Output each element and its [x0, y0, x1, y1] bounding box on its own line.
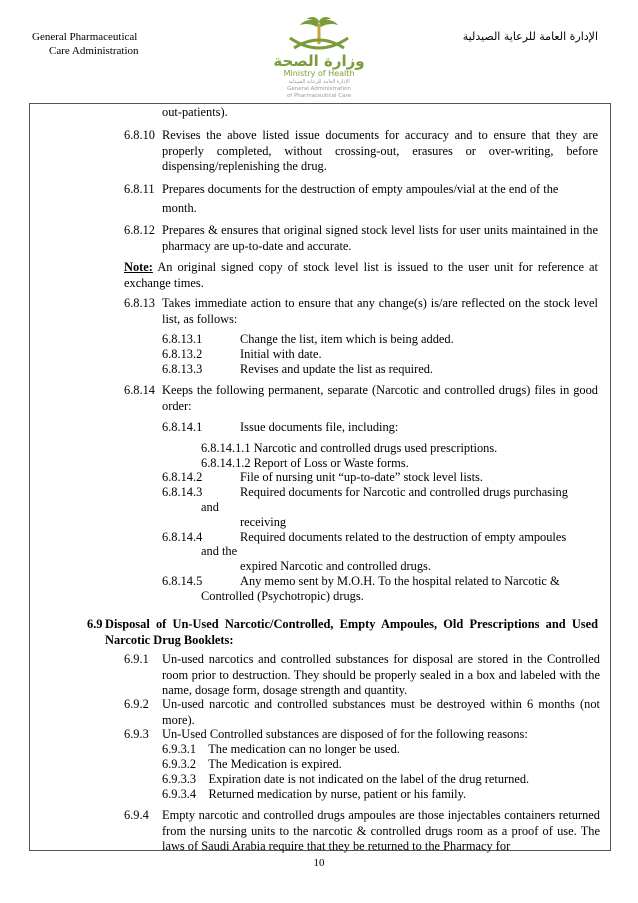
para-6-8-11-cont: month.: [162, 201, 197, 215]
num-6-9: 6.9: [87, 617, 103, 631]
para-6-8-10: Revises the above listed issue documents for accuracy and to ensure that they are properly completed, without crossing-out, erasures or over-writing, before dispensing/replenishing the drug.: [162, 128, 598, 173]
num-6-8-10: 6.8.10: [124, 128, 155, 142]
reason-6-9-3-2: 6.9.3.2 The Medication is expired.: [162, 757, 342, 771]
reason-6-9-3-4: 6.9.3.4 Returned medication by nurse, patient or his family.: [162, 787, 467, 801]
num-6-9-4: 6.9.4: [124, 808, 149, 822]
page-number: 10: [313, 857, 325, 869]
num-6-8-14-1: 6.8.14.1: [162, 420, 203, 434]
file-6-8-14-5-cont: Controlled (Psychotropic) drugs.: [201, 589, 364, 603]
reason-6-9-3-3: 6.9.3.3 Expiration date is not indicated on the label of the drug returned.: [162, 772, 530, 786]
logo-sub2: of Pharmaceutical Care: [286, 93, 352, 99]
num-6-8-14-5: 6.8.14.5: [162, 574, 203, 588]
num-6-8-14-2: 6.8.14.2: [162, 470, 203, 484]
file-6-8-14-5: Any memo sent by M.O.H. To the hospital related to Narcotic &: [240, 574, 560, 588]
header-left: [32, 30, 139, 58]
note-text: An original signed copy of stock level list is issued to the user unit for reference at exchange times.: [124, 260, 598, 290]
file-6-8-14-4: Required documents related to the destruction of empty ampoules: [240, 530, 567, 544]
file-6-8-14-3-and: and: [201, 500, 219, 514]
file-6-8-14-1-2: 6.8.14.1.2 Report of Loss or Waste forms.: [201, 456, 409, 470]
num-6-8-13-1: 6.8.13.1: [162, 332, 203, 346]
logo-arabic-small: الإدارة العامة للرعاية الصيدلية: [288, 79, 350, 85]
file-6-8-14-4-expired: expired Narcotic and controlled drugs.: [240, 559, 431, 573]
logo-english: Ministry of Health: [283, 69, 355, 78]
org-name-line1: General Pharmaceutical: [32, 31, 138, 43]
num-6-8-14-3: 6.8.14.3: [162, 485, 203, 499]
heading-6-9: Disposal of Un-Used Narcotic/Controlled, Empty Ampoules, Old Prescriptions and Used Narcotic Drug Booklets:: [105, 617, 598, 647]
para-6-8-11: Prepares documents for the destruction of empty ampoules/vial at the end of the: [162, 182, 559, 196]
sub-6-8-13-1: Change the list, item which is being added.: [240, 332, 454, 346]
note-label: Note:: [124, 260, 153, 274]
num-6-8-13-2: 6.8.13.2: [162, 347, 203, 361]
ministry-logo: [260, 16, 378, 106]
num-6-9-1: 6.9.1: [124, 652, 149, 666]
num-6-9-3: 6.9.3: [124, 727, 149, 741]
file-6-8-14-4-andthe: and the: [201, 544, 238, 558]
logo-sub1: General Administration: [287, 86, 351, 92]
text-out-patients: out-patients).: [162, 105, 228, 119]
para-6-9-2: Un-used narcotic and controlled substances must be destroyed within 6 months (not more).: [162, 697, 600, 727]
num-6-8-12: 6.8.12: [124, 223, 155, 237]
num-6-8-13: 6.8.13: [124, 296, 155, 310]
header-right-arabic: الإدارة العامة للرعاية الصيدلية: [462, 30, 598, 43]
para-6-8-14: Keeps the following permanent, separate (Narcotic and controlled drugs) files in good order:: [162, 383, 598, 413]
sub-6-8-13-3: Revises and update the list as required.: [240, 362, 434, 376]
para-6-8-12: Prepares & ensures that original signed stock level lists for user units maintained in the pharmacy are up-to-date and accurate.: [162, 223, 598, 253]
num-6-8-11: 6.8.11: [124, 182, 155, 196]
file-6-8-14-1: Issue documents file, including:: [240, 420, 399, 434]
num-6-9-2: 6.9.2: [124, 697, 149, 711]
logo-arabic: وزارة الصحة: [273, 52, 365, 70]
sub-6-8-13-2: Initial with date.: [240, 347, 322, 361]
org-name-line2: Care Administration: [49, 45, 139, 57]
palm-swords-icon: [260, 16, 378, 56]
reason-6-9-3-1: 6.9.3.1 The medication can no longer be used.: [162, 742, 400, 756]
para-6-9-3: Un-Used Controlled substances are disposed of for the following reasons:: [162, 727, 528, 741]
file-6-8-14-3-receiving: receiving: [240, 515, 287, 529]
para-6-8-13: Takes immediate action to ensure that any change(s) is/are reflected on the stock level list, as follows:: [162, 296, 598, 326]
file-6-8-14-1-1: 6.8.14.1.1 Narcotic and controlled drugs used prescriptions.: [201, 441, 498, 455]
num-6-8-14: 6.8.14: [124, 383, 155, 397]
note-paragraph: [124, 260, 598, 291]
para-6-9-1: Un-used narcotics and controlled substances for disposal are stored in the Controlled room prior to destruction. They should be properly sealed in a box and labeled with the name, dosage form, dosage strength and quantity.: [162, 652, 600, 697]
para-6-9-4: Empty narcotic and controlled drugs ampoules are those injectables containers returned from the nursing units to the narcotic & controlled drugs room as a proof of use. The laws of Saudi Arabia require that they be returned to the Pharmacy for: [162, 808, 600, 853]
num-6-8-13-3: 6.8.13.3: [162, 362, 203, 376]
file-6-8-14-3: Required documents for Narcotic and controlled drugs purchasing: [240, 485, 568, 499]
file-6-8-14-2: File of nursing unit “up-to-date” stock level lists.: [240, 470, 483, 484]
num-6-8-14-4: 6.8.14.4: [162, 530, 203, 544]
